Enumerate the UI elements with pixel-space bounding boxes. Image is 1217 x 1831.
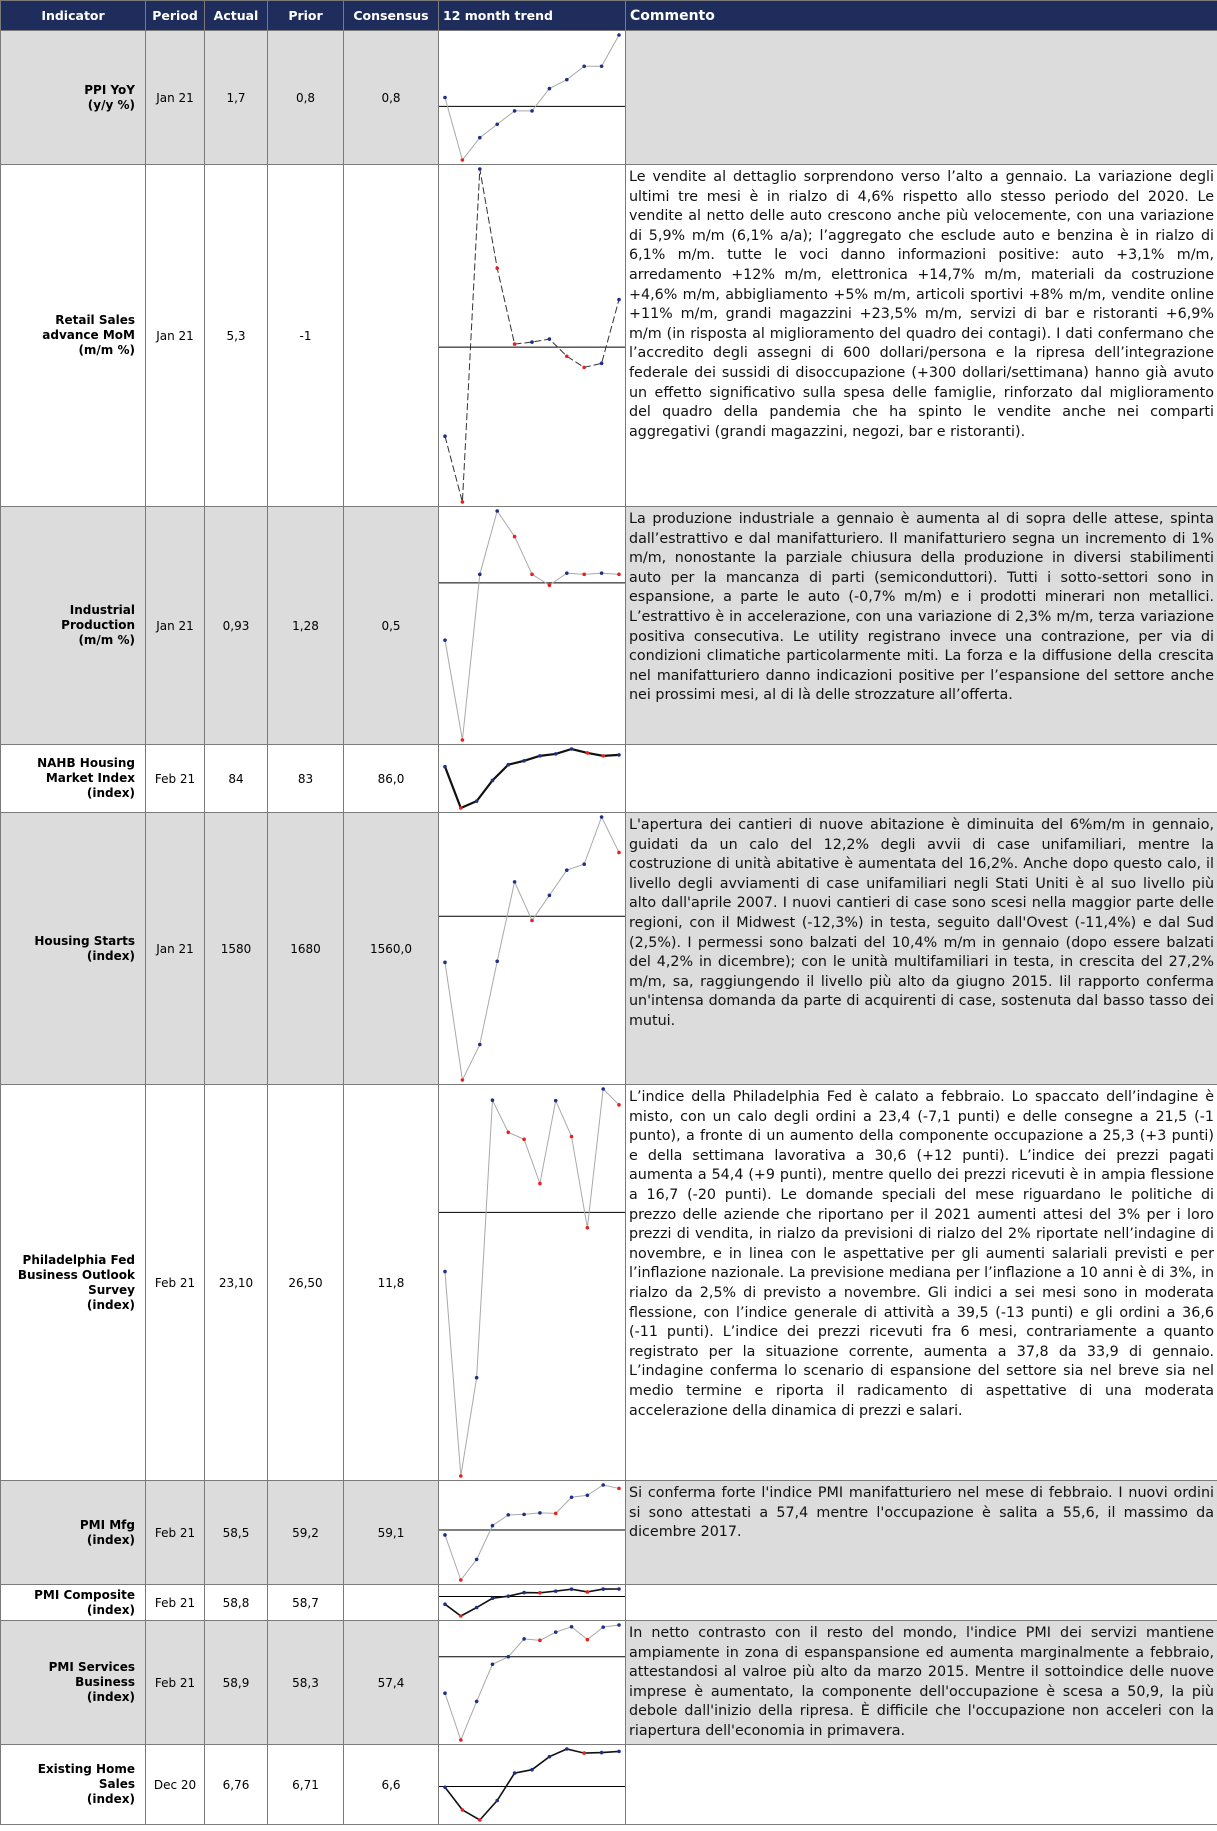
trend-point: [506, 1655, 510, 1659]
trend-point: [601, 1483, 605, 1487]
consensus-cell: 86,0: [344, 745, 439, 813]
indicator-name-line: NAHB Housing: [37, 756, 135, 770]
header-period: Period: [146, 1, 205, 31]
trend-cell: [439, 813, 626, 1085]
trend-point: [617, 1623, 621, 1627]
trend-point: [600, 571, 604, 575]
consensus-cell: 57,4: [344, 1621, 439, 1745]
trend-point: [443, 96, 447, 100]
trend-cell: [439, 1481, 626, 1585]
trend-point: [617, 753, 621, 757]
trend-line: [445, 1089, 619, 1476]
trend-point: [582, 366, 586, 370]
indicator-cell: [1, 31, 146, 165]
table-row: [1, 31, 1217, 165]
trend-point: [478, 136, 482, 140]
period-cell: Feb 21: [146, 1481, 205, 1585]
trend-point: [554, 752, 558, 756]
period-cell: Jan 21: [146, 813, 205, 1085]
indicator-name-line: (m/m %): [78, 633, 135, 647]
trend-point: [513, 342, 517, 346]
indicator-name-line: (index): [86, 786, 135, 800]
period-cell: Feb 21: [146, 1621, 205, 1745]
trend-point: [617, 1587, 621, 1591]
trend-cell: [439, 1745, 626, 1825]
trend-point: [478, 167, 482, 171]
trend-point: [601, 1587, 605, 1591]
trend-point: [617, 1103, 621, 1107]
trend-point: [530, 1768, 534, 1772]
actual-cell: 6,76: [205, 1745, 268, 1825]
trend-point: [586, 1590, 590, 1594]
trend-point: [565, 571, 569, 575]
period-cell: Feb 21: [146, 1585, 205, 1621]
trend-point: [554, 1589, 558, 1593]
trend-line: [445, 749, 619, 808]
trend-point: [475, 1376, 479, 1380]
indicator-cell: [1, 1481, 146, 1585]
table-row: [1, 165, 1217, 507]
indicator-name-line: PMI Mfg: [79, 1517, 135, 1532]
trend-point: [522, 1513, 526, 1517]
comment-cell: Le vendite al dettaglio sorprendono verso l’alto a gennaio. La variazione degli ultimi tre mesi è in rialzo di 4,6% rispetto allo stesso periodo del 2020. Le vendite al netto delle auto crescono anche più velocemente, con una variazione di 5,9% m/m (6,1% a/a); l’aggregato che esclude auto e benzina è in rialzo di 6,1% m/m. tutte le voci danno informazioni positive: auto +3,1% m/m, arredamento +12% m/m, elettronica +14,7% m/m, materiali da costruzione +4,6% m/m, abbigliamento +5% m/m, articoli sportivi +8% m/m, vendite online +11% m/m, grandi magazzini +23,5% m/m, servizi di bar e ristoranti +6,9% m/m (in risposta al miglioramento del quadro dei contagi). I dati confermano che l’accredito degli assegni di 600 dollari/persona e la ripresa dell’integrazione federale dei sussidi di disoccupazione (+300 dollari/settimana) hanno già avuto un effetto significativo sulla spesa delle famiglie, rinforzato dal miglioramento del quadro della pandemia che ha spinto le vendite anche nei comparti aggregativi (grandi magazzini, negozi, bar e ristoranti).: [626, 165, 1217, 507]
indicator-cell: [1, 1585, 146, 1621]
period-cell: Dec 20: [146, 1745, 205, 1825]
trend-point: [461, 1808, 465, 1812]
comment-cell: Si conferma forte l'indice PMI manifatturiero nel mese di febbraio. I nuovi ordini si sono attestati a 57,4 mentre l'occupazione è salita a 55,6, il massimo da dicembre 2017.: [626, 1481, 1217, 1585]
trend-point: [461, 738, 465, 742]
table-row: [1, 1481, 1217, 1585]
trend-point: [617, 851, 621, 855]
indicator-name-line: (m/m %): [78, 343, 135, 357]
trend-point: [600, 362, 604, 366]
trend-sparkline: [439, 1621, 625, 1744]
trend-point: [513, 109, 517, 113]
actual-cell: 58,9: [205, 1621, 268, 1745]
trend-point: [600, 815, 604, 819]
table-body: [1, 31, 1217, 1825]
prior-cell: 1,28: [268, 507, 344, 745]
header-comment: Commento: [626, 1, 1217, 31]
trend-point: [459, 806, 463, 810]
trend-point: [617, 33, 621, 37]
prior-cell: 59,2: [268, 1481, 344, 1585]
actual-cell: 0,93: [205, 507, 268, 745]
indicator-name-line: Existing Home Sales: [37, 1762, 135, 1791]
indicator-cell: [1, 813, 146, 1085]
prior-cell: 6,71: [268, 1745, 344, 1825]
trend-cell: [439, 507, 626, 745]
trend-point: [586, 1226, 590, 1230]
trend-point: [443, 638, 447, 642]
header-actual: Actual: [205, 1, 268, 31]
trend-point: [582, 573, 586, 577]
trend-point: [538, 1511, 542, 1515]
trend-point: [565, 1747, 569, 1751]
trend-point: [538, 1639, 542, 1643]
trend-sparkline: [439, 507, 625, 744]
trend-point: [600, 64, 604, 68]
indicator-name-line: (index): [86, 1297, 135, 1312]
indicator-cell: [1, 165, 146, 507]
table-row: [1, 813, 1217, 1085]
trend-point: [530, 340, 534, 344]
trend-point: [554, 1099, 558, 1103]
actual-cell: 1,7: [205, 31, 268, 165]
trend-point: [617, 1487, 621, 1491]
trend-point: [443, 765, 447, 769]
trend-point: [617, 1750, 621, 1754]
prior-cell: 83: [268, 745, 344, 813]
indicator-name-line: PMI Services Business: [48, 1660, 135, 1689]
prior-cell: 58,7: [268, 1585, 344, 1621]
trend-point: [478, 1043, 482, 1047]
trend-cell: [439, 1085, 626, 1481]
trend-point: [495, 122, 499, 126]
header-consensus: Consensus: [344, 1, 439, 31]
trend-point: [565, 868, 569, 872]
trend-sparkline: [439, 31, 625, 164]
table-row: [1, 1621, 1217, 1745]
indicator-name-line: (y/y %): [87, 97, 135, 112]
trend-point: [491, 1662, 495, 1666]
trend-line: [445, 1625, 619, 1740]
prior-cell: -1: [268, 165, 344, 507]
comment-cell: [626, 31, 1217, 165]
indicator-name-line: Housing Starts: [34, 933, 135, 948]
trend-point: [443, 961, 447, 965]
trend-point: [601, 754, 605, 758]
table-row: [1, 1745, 1217, 1825]
header-prior: Prior: [268, 1, 344, 31]
consensus-cell: 0,5: [344, 507, 439, 745]
trend-point: [495, 266, 499, 270]
trend-point: [491, 1098, 495, 1102]
header-indicator: Indicator: [1, 1, 146, 31]
trend-point: [495, 1799, 499, 1803]
trend-point: [586, 1493, 590, 1497]
trend-point: [586, 1638, 590, 1642]
trend-sparkline: [439, 813, 625, 1084]
indicator-cell: [1, 1745, 146, 1825]
consensus-cell: 1560,0: [344, 813, 439, 1085]
consensus-cell: [344, 165, 439, 507]
trend-point: [538, 1182, 542, 1186]
trend-point: [478, 573, 482, 577]
trend-point: [617, 573, 621, 577]
trend-point: [570, 1495, 574, 1499]
trend-point: [443, 1785, 447, 1789]
indicator-name-line: Production: [61, 618, 135, 632]
trend-line: [445, 169, 619, 502]
period-cell: Jan 21: [146, 31, 205, 165]
trend-point: [600, 1751, 604, 1755]
indicator-cell: [1, 1621, 146, 1745]
trend-point: [506, 763, 510, 767]
comment-cell: La produzione industriale a gennaio è aumenta al di sopra delle attese, spinta dall’estrattivo e dal manifatturiero. Il manifatturiero segna un incremento di 1% m/m, nonostante la parziale chiusura della produzione in diversi stabilimenti auto per la mancanza di parti (semiconduttori). Tutti i sotto-settori sono in espansione, a parte le auto (-0,7% m/m) e i prodotti minerari non metallici. L’estrattivo è in accelerazione, con una variazione di 2,3% m/m, terza variazione positiva consecutiva. Le utility registrano invece una contrazione, per via di condizioni climatiche particolarmente miti. La forza e la diffusione della crescita nel manifatturiero danno indicazioni positive per l’espansione del settore anche nei prossimi mesi, al di là delle strozzature all’offerta.: [626, 507, 1217, 745]
trend-point: [565, 354, 569, 358]
indicator-name-line: Philadelphia Fed: [22, 1252, 135, 1267]
trend-point: [522, 759, 526, 763]
consensus-cell: 0,8: [344, 31, 439, 165]
trend-point: [506, 1594, 510, 1598]
actual-cell: 5,3: [205, 165, 268, 507]
trend-point: [475, 1606, 479, 1610]
trend-point: [506, 1513, 510, 1517]
indicator-name-line: PMI Composite: [34, 1587, 135, 1602]
consensus-cell: 59,1: [344, 1481, 439, 1585]
trend-point: [570, 1135, 574, 1139]
trend-point: [513, 1771, 517, 1775]
trend-line: [445, 1749, 619, 1820]
trend-point: [548, 584, 552, 588]
comment-cell: [626, 1745, 1217, 1825]
prior-cell: 1680: [268, 813, 344, 1085]
trend-point: [522, 1637, 526, 1641]
trend-point: [548, 894, 552, 898]
trend-point: [538, 1591, 542, 1595]
trend-point: [443, 434, 447, 438]
trend-point: [459, 1578, 463, 1582]
trend-sparkline: [439, 1481, 625, 1584]
trend-line: [445, 35, 619, 160]
trend-point: [570, 1625, 574, 1629]
comment-cell: [626, 1585, 1217, 1621]
trend-point: [459, 1474, 463, 1478]
trend-point: [548, 1755, 552, 1759]
period-cell: Feb 21: [146, 745, 205, 813]
trend-point: [459, 1614, 463, 1618]
trend-point: [513, 880, 517, 884]
indicator-name-line: Retail Sales: [55, 313, 135, 327]
actual-cell: 23,10: [205, 1085, 268, 1481]
indicator-name-line: Industrial: [69, 603, 135, 617]
actual-cell: 58,5: [205, 1481, 268, 1585]
trend-point: [443, 1270, 447, 1274]
trend-point: [570, 747, 574, 751]
trend-point: [475, 799, 479, 803]
trend-cell: [439, 31, 626, 165]
trend-point: [554, 1630, 558, 1634]
trend-point: [461, 1078, 465, 1082]
header-trend: 12 month trend: [439, 1, 626, 31]
table-row: [1, 1585, 1217, 1621]
trend-point: [548, 87, 552, 91]
trend-cell: [439, 745, 626, 813]
trend-sparkline: [439, 745, 625, 812]
indicator-name-line: advance MoM: [42, 328, 135, 342]
actual-cell: 58,8: [205, 1585, 268, 1621]
trend-point: [522, 1137, 526, 1141]
comment-cell: L’indice della Philadelphia Fed è calato a febbraio. Lo spaccato dell’indagine è misto, con un calo degli ordini a 23,4 (-7,1 punti) e delle consegne a 21,5 (-1 punto), a fronte di un aumento della componente occupazione a 25,3 (+3 punti) e della settimana lavorativa a 30,6 (+12 punti). L’indice dei prezzi pagati aumenta a 54,4 (+9 punti), mentre quello dei prezzi ricevuti è in ampia flessione a 16,7 (-20 punti). Le domande speciali del mese riguardano le politiche di prezzo delle aziende che riportano per il 2021 aumenti attesi del 3% per i loro prezzi di vendita, in rialzo da previsioni di rialzo del 2% riportate nell’indagine di novembre, e in linea con le aspettative per gli aumenti salariali previsti e per l’inflazione nazionale. La previsione mediana per l’inflazione a 10 anni è di 3%, in rialzo da 2,5% di previsto a novembre. Gli indici a sei mesi sono in moderata flessione, con l’indice generale di attività a 39,5 (-13 punti) e gli ordini a 36,6 (-11 punti). L’indice dei prezzi ricevuti fra 6 mesi, contrariamente a quanto registrato per la situazione corrente, aumenta a 37,8 da 33,9 di gennaio. L’indagine conferma lo scenario di espansione del settore sia nel breve sia nel medio termine e riporta il radicamento di aspettative di una moderata accelerazione della dinamica di prezzi e salari.: [626, 1085, 1217, 1481]
trend-point: [554, 1512, 558, 1516]
indicator-name-line: (index): [86, 1690, 135, 1704]
trend-point: [478, 1818, 482, 1822]
trend-point: [530, 919, 534, 923]
trend-point: [548, 337, 552, 341]
trend-point: [491, 1524, 495, 1528]
indicator-name-line: Business Outlook: [17, 1267, 135, 1282]
period-cell: Jan 21: [146, 165, 205, 507]
trend-point: [495, 509, 499, 513]
comment-cell: In netto contrasto con il resto del mondo, l'indice PMI dei servizi mantiene ampiamente in zona di espanspansione ed aumenta marginalmente a febbraio, attestandosi al valroe più alto da marzo 2015. Mentre il sottoindice delle nuove imprese è aumentato, la componente dell'occupazione è scesa a 50,9, la più debole dall'inizio della ripresa. È difficile che l'occupazione non acceleri con la riapertura dell'economia in primavera.: [626, 1621, 1217, 1745]
trend-point: [443, 1691, 447, 1695]
trend-point: [461, 500, 465, 504]
trend-point: [570, 1587, 574, 1591]
consensus-cell: 11,8: [344, 1085, 439, 1481]
prior-cell: 26,50: [268, 1085, 344, 1481]
trend-cell: [439, 1621, 626, 1745]
indicator-name-line: PPI YoY: [84, 82, 135, 97]
trend-point: [491, 779, 495, 783]
trend-point: [443, 1602, 447, 1606]
trend-line: [445, 817, 619, 1080]
trend-point: [491, 1596, 495, 1600]
indicator-name-line: (index): [86, 1792, 135, 1806]
trend-point: [586, 751, 590, 755]
trend-point: [475, 1558, 479, 1562]
trend-point: [443, 1533, 447, 1537]
comment-cell: L'apertura dei cantieri di nuove abitazione è diminuita del 6%m/m in gennaio, guidati da un calo del 12,2% degli avvii di case unifamiliari, mentre la costruzione di unità abitative è aumentata del 16,2%. Anche dopo questo calo, il livello degli avviamenti di case unifamiliari negli Stati Uniti è al suo livello più alto dall'aprile 2007. I nuovi cantieri di case sono scesi nella maggior parte delle regioni, con il Midwest (-12,3%) in testa, seguito dall'Ovest (-11,4%) e dal Sud (2,5%). I permessi sono balzati del 10,4% m/m in gennaio (dopo essere balzati del 4,2% in dicembre); con le unità multifamiliari in testa, in crescita del 27,2% m/m, sa, raggiungendo il livello più alto da giugno 2015. Iil rapporto conferma un'intensa domanda da parte di acquirenti di case, sostenuta dal basso tasso dei mutui.: [626, 813, 1217, 1085]
trend-point: [582, 862, 586, 866]
actual-cell: 1580: [205, 813, 268, 1085]
trend-cell: [439, 165, 626, 507]
trend-point: [522, 1591, 526, 1595]
indicator-name-line: Market Index: [45, 771, 135, 785]
trend-point: [506, 1131, 510, 1135]
indicator-name-line: Survey: [88, 1282, 135, 1297]
trend-point: [530, 573, 534, 577]
trend-cell: [439, 1585, 626, 1621]
trend-point: [617, 298, 621, 302]
indicator-cell: [1, 507, 146, 745]
trend-point: [601, 1087, 605, 1091]
comment-cell: [626, 745, 1217, 813]
table-row: [1, 507, 1217, 745]
actual-cell: 84: [205, 745, 268, 813]
trend-sparkline: [439, 1745, 625, 1824]
trend-sparkline: [439, 1085, 625, 1480]
trend-line: [445, 1485, 619, 1580]
trend-point: [461, 158, 465, 162]
indicator-cell: [1, 1085, 146, 1481]
trend-point: [582, 1751, 586, 1755]
prior-cell: 58,3: [268, 1621, 344, 1745]
indicator-cell: [1, 745, 146, 813]
trend-point: [513, 535, 517, 539]
consensus-cell: 6,6: [344, 1745, 439, 1825]
trend-point: [601, 1625, 605, 1629]
trend-point: [530, 109, 534, 113]
trend-point: [495, 959, 499, 963]
indicator-name-line: (index): [86, 1602, 135, 1617]
header-row: [1, 1, 1217, 31]
table-row: [1, 1085, 1217, 1481]
consensus-cell: [344, 1585, 439, 1621]
trend-point: [565, 78, 569, 82]
period-cell: Jan 21: [146, 507, 205, 745]
indicator-name-line: (index): [86, 1532, 135, 1547]
trend-line: [445, 1589, 619, 1616]
table-row: [1, 745, 1217, 813]
trend-sparkline: [439, 1585, 625, 1620]
trend-point: [459, 1738, 463, 1742]
period-cell: Feb 21: [146, 1085, 205, 1481]
prior-cell: 0,8: [268, 31, 344, 165]
trend-sparkline: [439, 165, 625, 506]
trend-point: [582, 64, 586, 68]
indicator-name-line: (index): [86, 948, 135, 963]
trend-point: [475, 1700, 479, 1704]
trend-line: [445, 511, 619, 740]
trend-point: [538, 754, 542, 758]
